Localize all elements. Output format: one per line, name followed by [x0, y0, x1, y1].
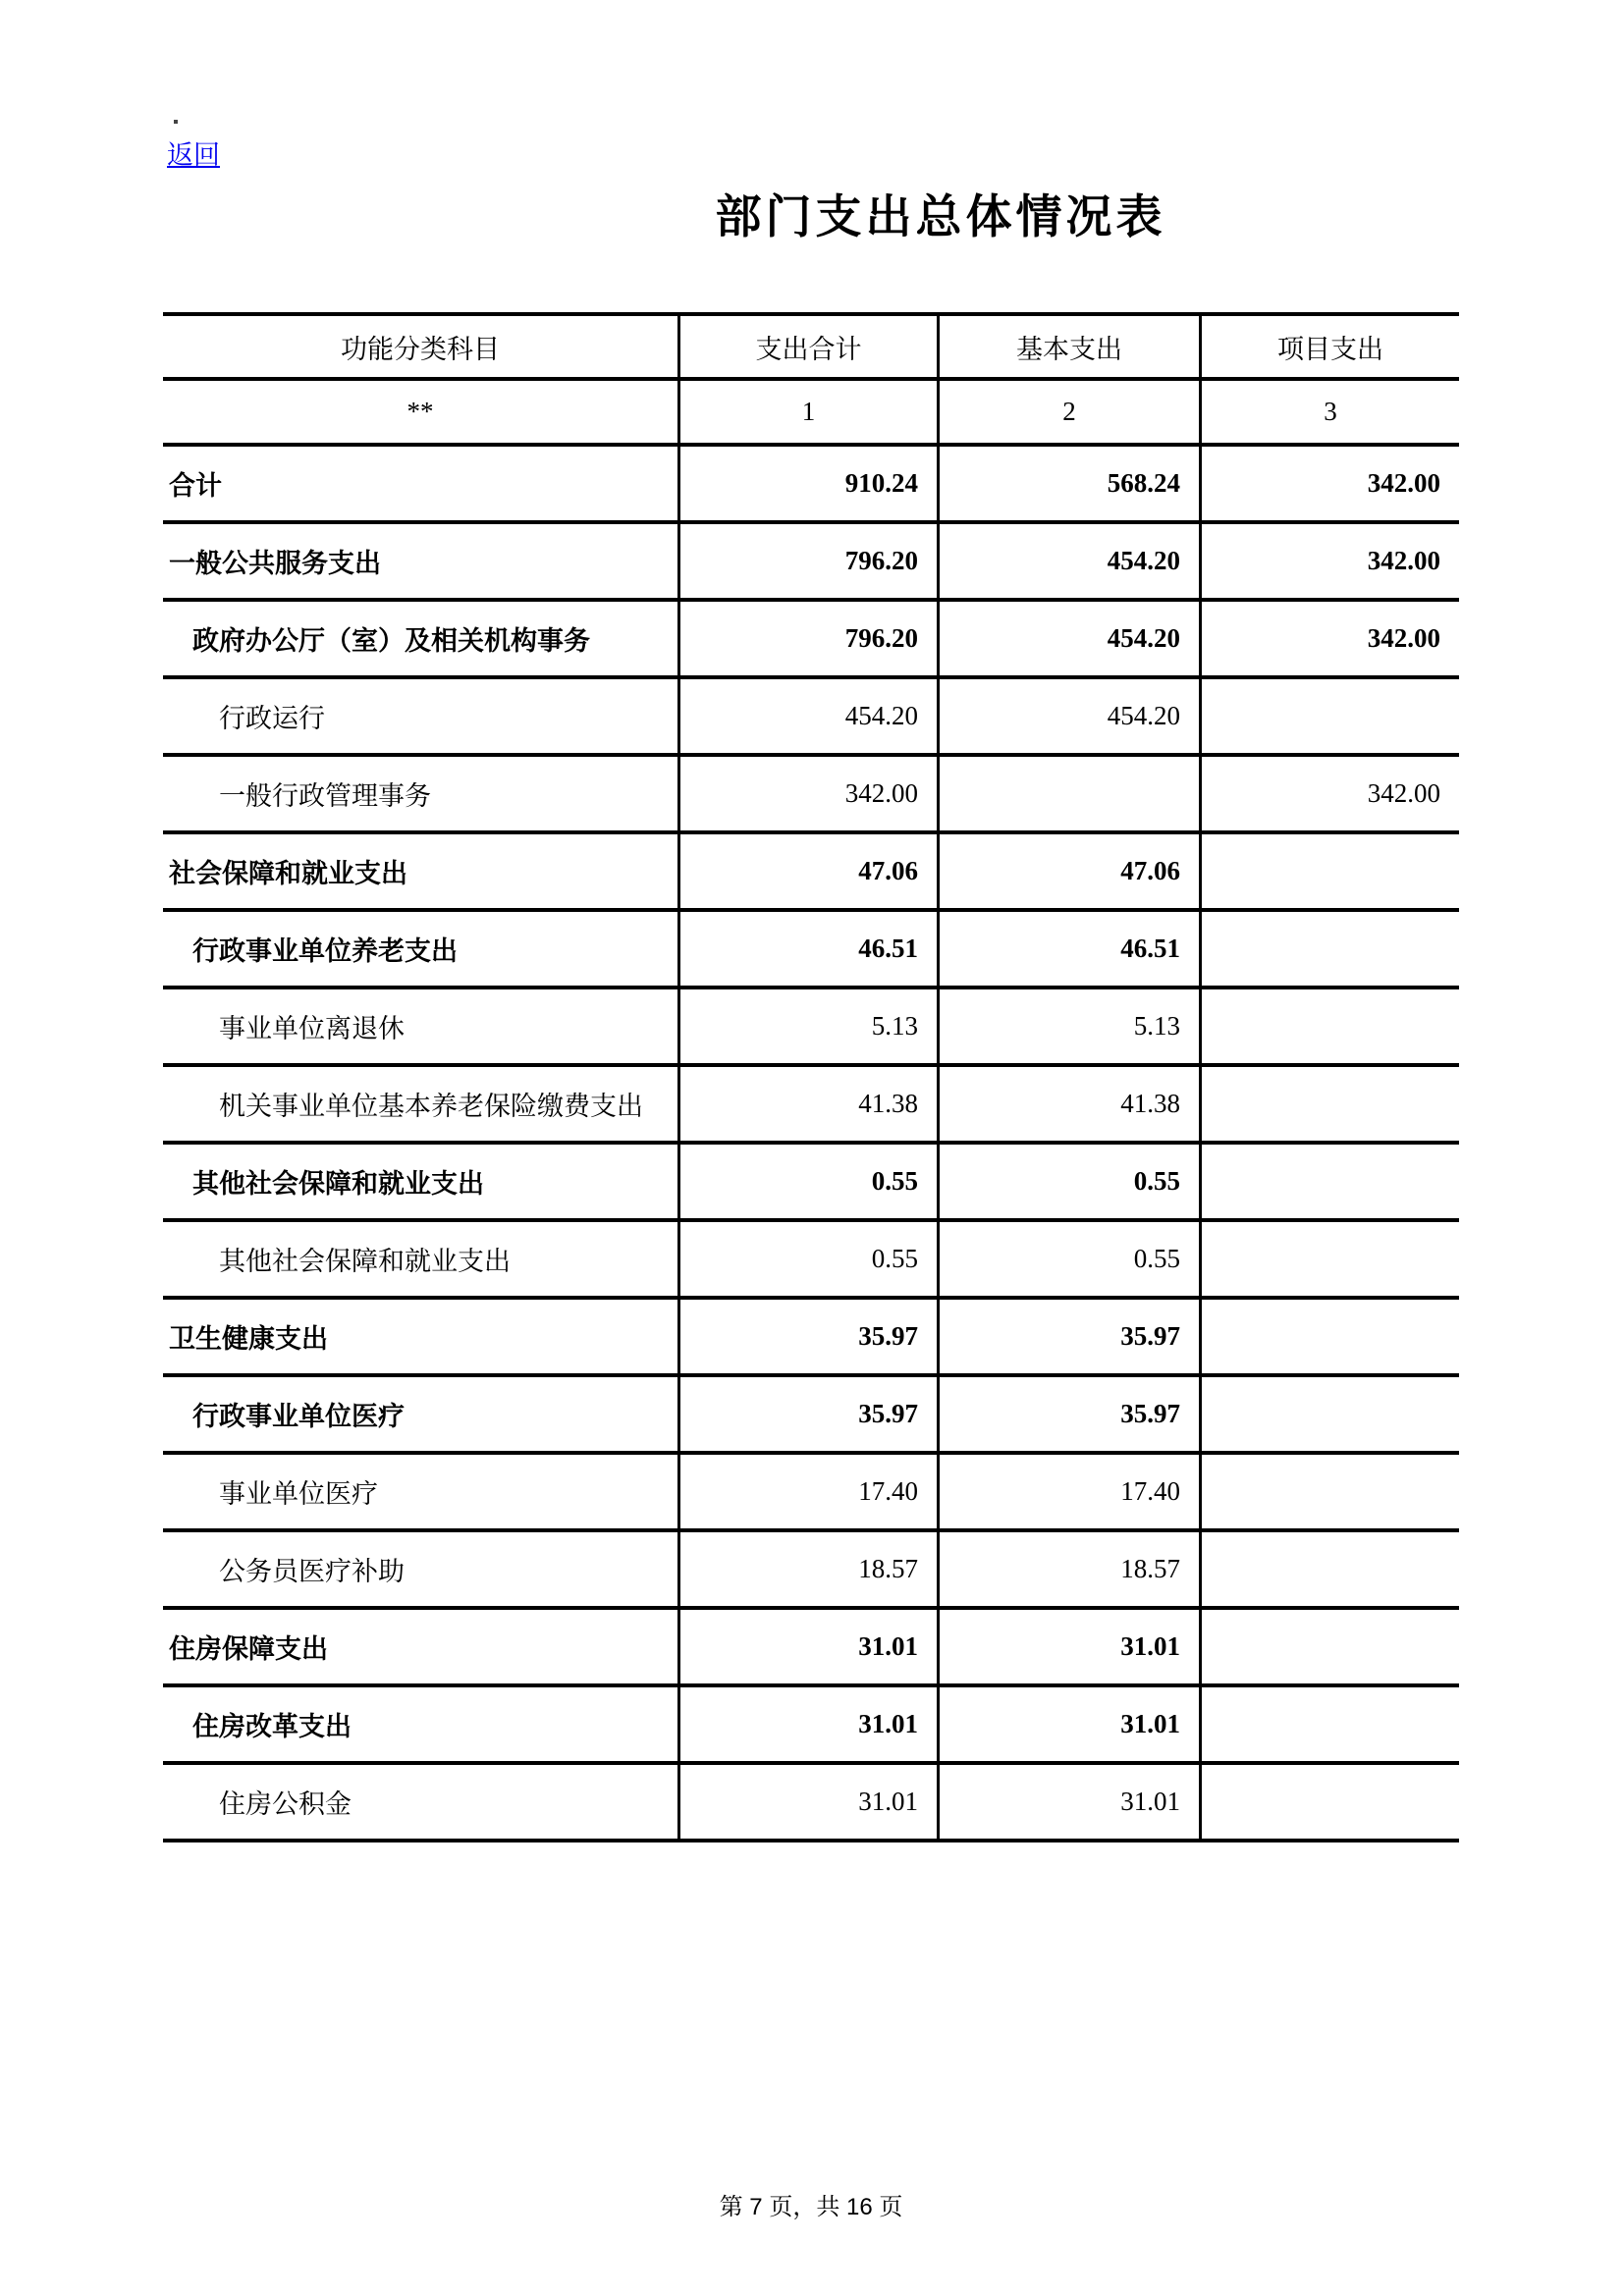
cell-project: 342.00 — [1199, 524, 1459, 598]
cell-subject: 政府办公厅（室）及相关机构事务 — [192, 626, 590, 656]
cell-total: 5.13 — [677, 989, 937, 1063]
cell-project — [1199, 1222, 1459, 1296]
table-body — [163, 447, 1459, 1842]
page-title: 部门支出总体情况表 — [715, 192, 1166, 243]
cell-subject: 其他社会保障和就业支出 — [219, 1247, 511, 1276]
speck-mark — [174, 120, 178, 124]
col-code-total: 1 — [677, 381, 937, 443]
cell-subject: 社会保障和就业支出 — [169, 859, 407, 888]
cell-total: 454.20 — [677, 679, 937, 753]
cell-total: 342.00 — [677, 757, 937, 830]
cell-total: 910.24 — [677, 447, 937, 520]
table-row — [163, 1765, 1459, 1842]
cell-project — [1199, 1067, 1459, 1141]
cell-basic: 41.38 — [937, 1067, 1199, 1141]
table-code-row — [163, 381, 1459, 447]
table-row — [163, 757, 1459, 834]
table-row — [163, 602, 1459, 679]
cell-subject: 公务员医疗补助 — [219, 1557, 405, 1586]
cell-project: 342.00 — [1199, 757, 1459, 830]
table-row — [163, 912, 1459, 989]
cell-total: 31.01 — [677, 1765, 937, 1839]
cell-total: 17.40 — [677, 1455, 937, 1528]
cell-project — [1199, 1377, 1459, 1451]
cell-subject: 一般公共服务支出 — [169, 549, 381, 578]
cell-subject: 卫生健康支出 — [169, 1324, 328, 1354]
cell-basic: 568.24 — [937, 447, 1199, 520]
table-row — [163, 989, 1459, 1067]
cell-basic: 454.20 — [937, 524, 1199, 598]
cell-basic: 31.01 — [937, 1610, 1199, 1683]
cell-project — [1199, 1610, 1459, 1683]
table-row — [163, 1145, 1459, 1222]
col-code-basic: 2 — [937, 381, 1199, 443]
table-row — [163, 1377, 1459, 1455]
cell-subject: 行政事业单位医疗 — [192, 1402, 405, 1431]
cell-basic: 17.40 — [937, 1455, 1199, 1528]
cell-subject: 其他社会保障和就业支出 — [192, 1169, 484, 1199]
cell-basic: 35.97 — [937, 1377, 1199, 1451]
cell-project — [1199, 989, 1459, 1063]
cell-total: 47.06 — [677, 834, 937, 908]
col-header-subject: 功能分类科目 — [341, 334, 500, 364]
table-row — [163, 1067, 1459, 1145]
cell-total: 46.51 — [677, 912, 937, 986]
cell-basic: 0.55 — [937, 1222, 1199, 1296]
cell-project — [1199, 1300, 1459, 1373]
cell-basic: 0.55 — [937, 1145, 1199, 1218]
cell-subject: 行政事业单位养老支出 — [192, 936, 458, 966]
cell-basic: 454.20 — [937, 602, 1199, 675]
cell-basic: 5.13 — [937, 989, 1199, 1063]
cell-total: 31.01 — [677, 1610, 937, 1683]
col-code-project: 3 — [1199, 381, 1459, 443]
cell-basic: 31.01 — [937, 1687, 1199, 1761]
cell-basic — [937, 757, 1199, 830]
cell-project — [1199, 1765, 1459, 1839]
cell-subject: 机关事业单位基本养老保险缴费支出 — [219, 1092, 643, 1121]
cell-total: 0.55 — [677, 1145, 937, 1218]
cell-total: 35.97 — [677, 1377, 937, 1451]
cell-project — [1199, 1455, 1459, 1528]
table-row — [163, 1300, 1459, 1377]
cell-basic: 31.01 — [937, 1765, 1199, 1839]
table-row — [163, 1532, 1459, 1610]
col-header-basic: 基本支出 — [937, 316, 1199, 377]
cell-total: 0.55 — [677, 1222, 937, 1296]
table-row — [163, 447, 1459, 524]
cell-project — [1199, 1532, 1459, 1606]
cell-project — [1199, 834, 1459, 908]
cell-project: 342.00 — [1199, 602, 1459, 675]
table-row — [163, 679, 1459, 757]
col-header-total: 支出合计 — [677, 316, 937, 377]
col-header-project: 项目支出 — [1199, 316, 1459, 377]
cell-basic: 46.51 — [937, 912, 1199, 986]
cell-total: 796.20 — [677, 524, 937, 598]
table-row — [163, 1455, 1459, 1532]
cell-subject: 事业单位医疗 — [219, 1479, 378, 1509]
cell-subject: 合计 — [169, 471, 222, 501]
table-row — [163, 1687, 1459, 1765]
col-code-subject: ** — [406, 397, 434, 426]
cell-subject: 住房保障支出 — [169, 1634, 328, 1664]
cell-total: 18.57 — [677, 1532, 937, 1606]
cell-total: 41.38 — [677, 1067, 937, 1141]
cell-subject: 住房公积金 — [219, 1789, 352, 1819]
cell-basic: 47.06 — [937, 834, 1199, 908]
cell-project: 342.00 — [1199, 447, 1459, 520]
cell-basic: 454.20 — [937, 679, 1199, 753]
cell-project — [1199, 1687, 1459, 1761]
cell-project — [1199, 912, 1459, 986]
cell-subject: 一般行政管理事务 — [219, 781, 431, 811]
table-header-row — [163, 316, 1459, 381]
cell-project — [1199, 1145, 1459, 1218]
cell-subject: 住房改革支出 — [192, 1712, 352, 1741]
cell-subject: 事业单位离退休 — [219, 1014, 405, 1043]
expenditure-table — [163, 312, 1459, 1842]
table-row — [163, 834, 1459, 912]
cell-total: 796.20 — [677, 602, 937, 675]
cell-subject: 行政运行 — [219, 704, 325, 733]
table-row — [163, 524, 1459, 602]
cell-basic: 35.97 — [937, 1300, 1199, 1373]
cell-project — [1199, 679, 1459, 753]
page-footer: 第 7 页，共 16 页 — [719, 2194, 903, 2220]
cell-basic: 18.57 — [937, 1532, 1199, 1606]
back-link[interactable]: 返回 — [167, 140, 220, 170]
table-row — [163, 1610, 1459, 1687]
cell-total: 31.01 — [677, 1687, 937, 1761]
cell-total: 35.97 — [677, 1300, 937, 1373]
table-row — [163, 1222, 1459, 1300]
